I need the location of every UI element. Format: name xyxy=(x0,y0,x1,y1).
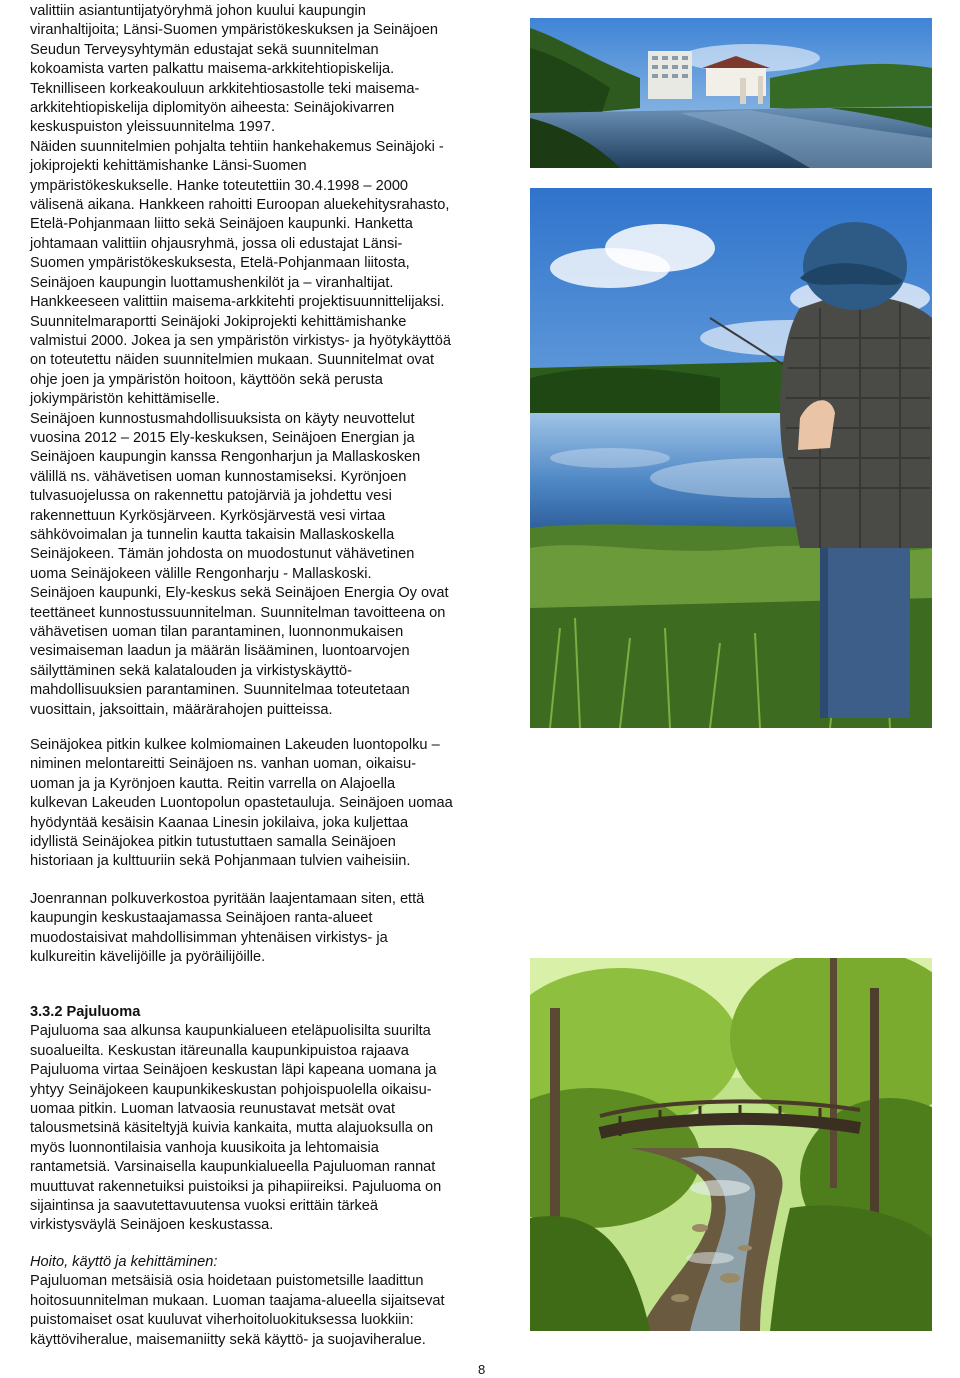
text-line: virkistysväylä Seinäjoen keskustassa. xyxy=(30,1217,274,1234)
text-line: viranhaltijoita; Länsi-Suomen ympäristökeskuksen ja Seinäjoen xyxy=(30,22,439,39)
text-line: teettäneet kunnostussuunnitelman. Suunnitelman tavoitteena on xyxy=(30,604,446,621)
text-line: vesimaiseman laadun ja määrän lisääminen, luontoarvojen xyxy=(30,643,410,660)
text-line: Suomen ympäristökeskuksesta, Etelä-Pohjanmaan liitosta, xyxy=(30,255,410,272)
section-heading: 3.3.2 Pajuluoma xyxy=(30,1004,141,1020)
text-line: Seudun Terveysyhtymän edustajat sekä suunnitelman xyxy=(30,41,379,58)
text-line: puistomaiset osat kuuluvat viherhoitoluokituksessa luokkiin: xyxy=(30,1312,414,1329)
text-line: niminen melontareitti Seinäjoen ns. vanhan uoman, oikaisu- xyxy=(30,756,417,773)
text-line: Hankkeeseen valittiin maisema-arkkitehti projektisuunnittelijaksi. xyxy=(30,294,445,311)
text-line: rantametsiä. Varsinaisella kaupunkialueella Pajuluoman rannat xyxy=(30,1159,436,1176)
text-line: vähävetisen uoman tilan parantaminen, luonnonmukaisen xyxy=(30,624,404,640)
text-block-intro xyxy=(30,2,510,720)
text-line: valittiin asiantuntijatyöryhmä johon kuului kaupungin xyxy=(30,3,366,19)
text-line: käyttöviheralue, maisemaniitty sekä käyttö- ja suojaviheralue. xyxy=(30,1331,426,1348)
text-line: arkkitehtiopiskelija diplomityön aiheesta: Seinäjokivarren xyxy=(30,100,395,117)
text-line: vuosittain, jaksoittain, määrärahojen puitteissa. xyxy=(30,701,333,718)
text-line: keskuspuiston yleissuunnitelma 1997. xyxy=(30,119,275,136)
text-block-canoe-route xyxy=(30,736,510,872)
text-line: säilyttäminen sekä kalatalouden ja virkistyskäyttö- xyxy=(30,662,353,679)
text-line: kaupungin keskustaajamassa Seinäjoen ranta-alueet xyxy=(30,910,373,927)
section-maintenance xyxy=(30,1253,510,1350)
text-line: Seinäjoen kunnostusmahdollisuuksista on käyty neuvottelut xyxy=(30,410,415,427)
text-line: Joenrannan polkuverkostoa pyritään laajentamaan siten, että xyxy=(30,891,425,907)
river-town-photo xyxy=(530,18,932,168)
text-line: Seinäjoen kaupungin luottamushenkilöt ja – viranhaltijat. xyxy=(30,274,394,291)
text-line: Etelä-Pohjanmaan liitto sekä Seinäjoen kaupunki. Hanketta xyxy=(30,216,413,233)
text-line: muodostaisivat mahdollisimman yhtenäisen virkistys- ja xyxy=(30,929,388,946)
text-line: hoitosuunnitelman mukaan. Luoman taajama-alueella sijaitsevat xyxy=(30,1292,445,1309)
text-line: Näiden suunnitelmien pohjalta tehtiin hankehakemus Seinäjoki - xyxy=(30,138,444,155)
text-line: Seinäjokea pitkin kulkee kolmiomainen Lakeuden luontopolku – xyxy=(30,737,440,753)
text-line: vuosina 2012 – 2015 Ely-keskuksen, Seinäjoen Energian ja xyxy=(30,429,415,446)
text-line: tulvasuojelussa on rakennettu patojärviä ja johdettu vesi xyxy=(30,488,392,505)
text-line: kokoamista varten palkattu maisema-arkkitehtiopiskelija. xyxy=(30,61,395,78)
text-line: välisenä aikana. Hankkeen rahoitti Euroopan aluekehitysrahasto, xyxy=(30,197,450,214)
text-line: ohje joen ja ympäristön hoitoon, käyttöön sekä perusta xyxy=(30,371,383,388)
subheading: Hoito, käyttö ja kehittäminen: xyxy=(30,1254,218,1270)
text-line: Suunnitelmaraportti Seinäjoki Jokiprojekti kehittämishanke xyxy=(30,313,407,330)
text-line: myös luonnontilaisia vanhoja kuusikoita ja lehtomaisia xyxy=(30,1139,379,1156)
text-line: kulkureitin kävelijöille ja pyöräilijöille. xyxy=(30,949,266,966)
text-line: Teknilliseen korkeakouluun arkkitehtiosastolle teki maisema- xyxy=(30,80,420,97)
text-line: rakennettuun Kyrkösjärveen. Kyrkösjärvestä vesi virtaa xyxy=(30,507,386,524)
text-line: Pajuluoma virtaa Seinäjoen keskustan läpi kapeana uomana ja xyxy=(30,1062,437,1079)
text-line: uoma Seinäjokeen välille Rengonharju - Mallaskoski. xyxy=(30,565,372,582)
text-line: hyödyntää kesäisin Kaanaa Linesin jokilaiva, joka kuljettaa xyxy=(30,814,409,831)
text-line: jokiprojekti kehittämishanke Länsi-Suomen xyxy=(30,158,307,175)
text-line: mahdollisuuksien parantaminen. Suunnitelmaa toteutetaan xyxy=(30,682,410,699)
text-line: uomaa pitkin. Luoman latvaosia reunustavat metsät ovat xyxy=(30,1101,396,1118)
text-line: idyllistä Seinäjokea pitkin tutustuttaen samalla Seinäjoen xyxy=(30,834,396,851)
text-line: uoman ja ja Kyrönjoen kautta. Reitin varrella on Alajoella xyxy=(30,775,396,792)
text-line: välillä ns. vähävetisen uoman kunnostamiseksi. Kyrönjoen xyxy=(30,468,407,485)
text-line: on toteutettu näiden suunnitelmien mukaan. Suunnitelmat ovat xyxy=(30,352,435,369)
text-line: sijaintinsa ja saavutettavuutensa vuoksi erittäin tärkeä xyxy=(30,1198,379,1215)
text-line: sähkövoimalan ja tunnelin kautta takaisin Mallaskoskella xyxy=(30,526,395,543)
text-line: historiaan ja kulttuuriin sekä Pohjanmaan tulvien vaiheisiin. xyxy=(30,853,411,870)
text-line: valmistui 2000. Jokea ja sen ympäristön virkistys- ja hyötykäyttöä xyxy=(30,332,451,349)
text-line: Pajuluoma saa alkunsa kaupunkialueen eteläpuolisilta suurilta xyxy=(30,1023,431,1040)
text-block-paths xyxy=(30,890,510,968)
text-line: muuttuvat rakennetuiksi puistoiksi ja pihapiireiksi. Pajuluoma on xyxy=(30,1178,442,1195)
text-line: talousmetsinä käsiteltyjä kuivia kankaita, mutta alajuoksulla on xyxy=(30,1120,434,1137)
section-pajuluoma xyxy=(30,1003,510,1236)
text-line: johtamaan valittiin ohjausryhmä, jossa oli edustajat Länsi- xyxy=(30,235,403,252)
bridge-creek-photo xyxy=(530,958,932,1331)
text-line: Seinäjoen kaupungin kanssa Rengonharjun ja Mallaskosken xyxy=(30,449,421,466)
text-line: Pajuluoman metsäisiä osia hoidetaan puistometsille laadittun xyxy=(30,1273,424,1290)
text-line: Seinäjokeen. Tämän johdosta on muodostunut vähävetinen xyxy=(30,546,415,563)
text-line: Seinäjoen kaupunki, Ely-keskus sekä Seinäjoen Energia Oy ovat xyxy=(30,585,449,602)
text-line: suoalueilta. Keskustan itäreunalla kaupunkipuistoa rajaava xyxy=(30,1042,409,1059)
page-number: 8 xyxy=(478,1362,486,1377)
text-line: yhtyy Seinäjokeen kaupunkikeskustan pohjoispuolella oikaisu- xyxy=(30,1081,432,1098)
text-line: kulkevan Lakeuden Luontopolun opastetauluja. Seinäjoen uomaa xyxy=(30,795,453,812)
boy-fishing-photo xyxy=(530,188,932,728)
text-line: jokiympäristön kehittämiselle. xyxy=(30,391,220,408)
text-line: ympäristökeskukselle. Hanke toteutettiin 30.4.1998 – 2000 xyxy=(30,177,409,194)
